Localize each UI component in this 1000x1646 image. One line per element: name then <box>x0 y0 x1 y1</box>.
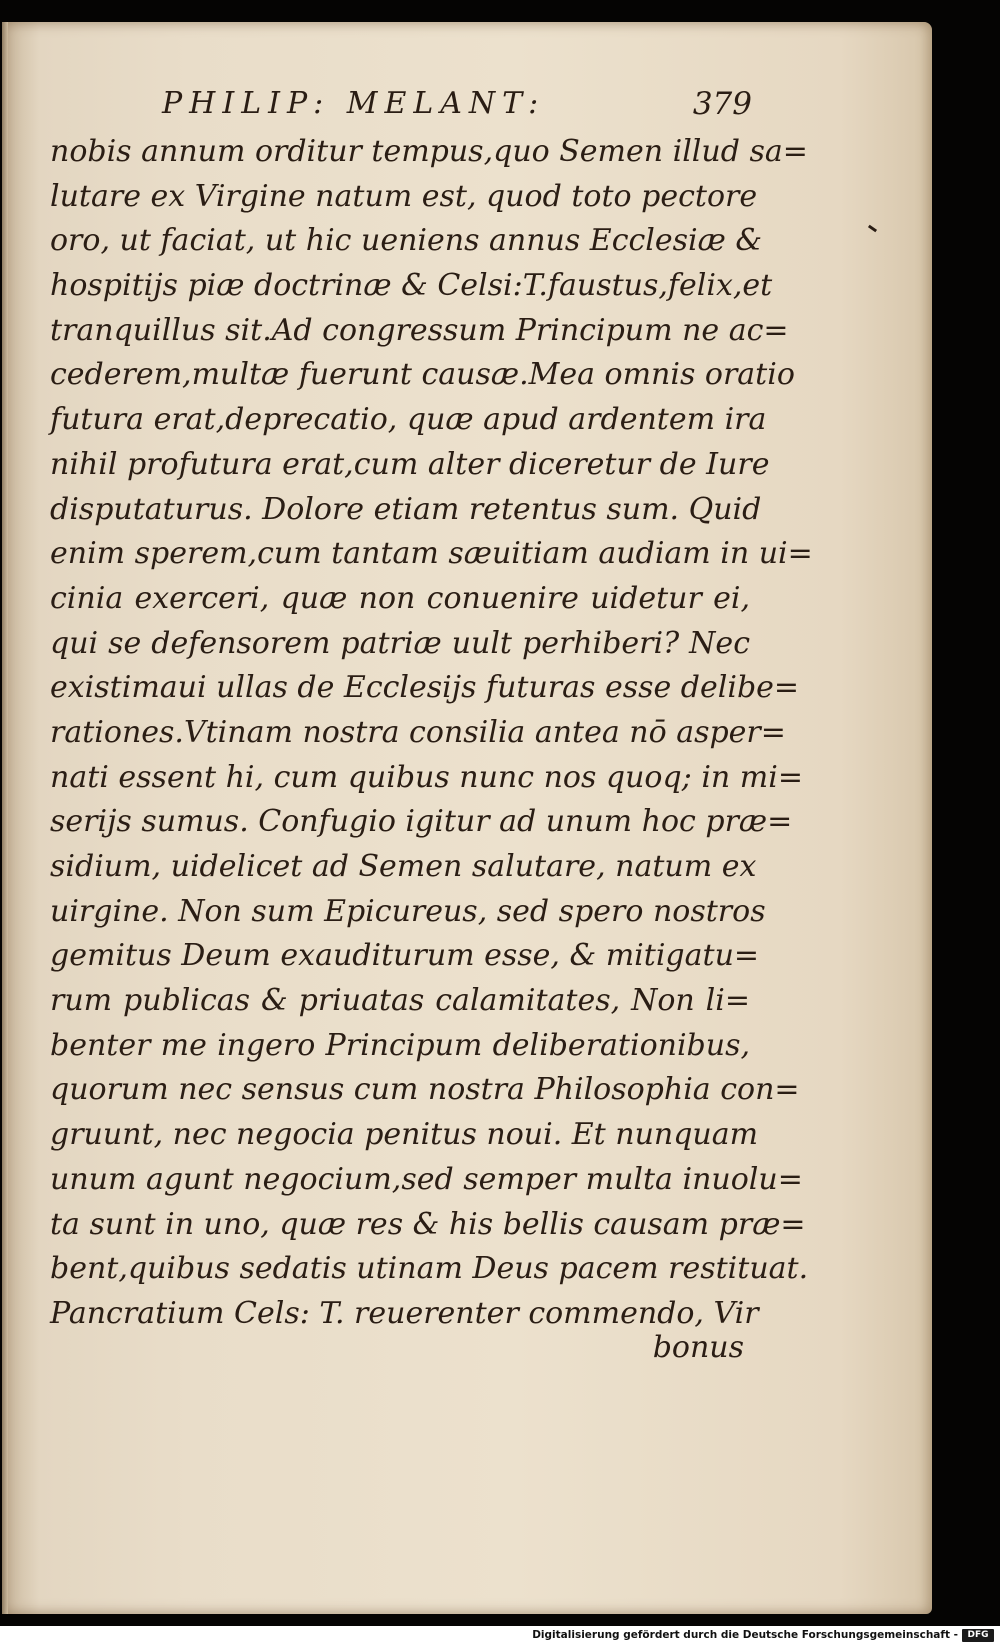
text-line: quorum nec sensus cum nostra Philosophia con= <box>50 1072 800 1108</box>
text-line: rum publicas & priuatas calamitates, Non li= <box>50 983 750 1019</box>
running-head-title: PHILIP: MELANT: <box>162 86 546 121</box>
dfg-logo-icon: DFG <box>962 1629 994 1642</box>
text-line: futura erat,deprecatio, quæ apud ardentem ira <box>50 402 767 438</box>
body-text <box>50 130 813 1337</box>
text-line: hospitijs piæ doctrinæ & Celsi:T.faustus,felix,et <box>50 268 773 304</box>
text-line: unum agunt negocium,sed semper multa inuolu= <box>50 1161 803 1197</box>
text-line: bent,quibus sedatis utinam Deus pacem restituat. <box>50 1251 809 1287</box>
text-line: ta sunt in uno, quæ res & his bellis causam præ= <box>50 1206 806 1242</box>
text-line: sidium, uidelicet ad Semen salutare, natum ex <box>50 849 757 884</box>
text-line: nobis annum orditur tempus,quo Semen illud sa= <box>50 134 808 169</box>
running-head <box>162 86 752 136</box>
text-line: cinia exerceri, quæ non conuenire uidetur ei, <box>50 580 750 616</box>
text-line: benter me ingero Principum deliberationibus, <box>50 1027 750 1063</box>
text-line: enim sperem,cum tantam sæuitiam audiam in ui= <box>50 536 813 572</box>
text-line: nati essent hi, cum quibus nunc nos quoq; in mi= <box>50 759 803 795</box>
text-line: lutare ex Virgine natum est, quod toto pectore <box>50 178 758 214</box>
text-line: oro, ut faciat, ut hic ueniens annus Ecclesiæ & <box>50 223 763 259</box>
footer-bar <box>0 1626 1000 1646</box>
text-line: disputaturus. Dolore etiam retentus sum. Quid <box>50 491 762 527</box>
catchword: bonus <box>652 1330 744 1365</box>
text-line: gruunt, nec negocia penitus noui. Et nunquam <box>50 1117 759 1153</box>
page-number: 379 <box>692 86 752 122</box>
text-line: tranquillus sit.Ad congressum Principum ne ac= <box>50 312 789 348</box>
page-gutter-edge <box>2 22 8 1614</box>
text-line: serijs sumus. Confugio igitur ad unum hoc præ= <box>50 804 793 840</box>
text-line: rationes.Vtinam nostra consilia antea nō asper= <box>50 714 786 750</box>
text-line: uirgine. Non sum Epicureus, sed spero nostros <box>50 893 766 929</box>
text-line: nihil profutura erat,cum alter diceretur de Iure <box>50 446 770 482</box>
text-line: qui se defensorem patriæ uult perhiberi? Nec <box>50 625 750 661</box>
text-line: existimaui ullas de Ecclesijs futuras esse delibe= <box>50 670 800 706</box>
text-line: gemitus Deum exauditurum esse, & mitigatu= <box>50 938 760 974</box>
text-line: cederem,multæ fuerunt causæ.Mea omnis oratio <box>50 357 795 393</box>
funding-credit: Digitalisierung gefördert durch die Deutsche Forschungsgemeinschaft - <box>532 1629 958 1641</box>
text-line: Pancratium Cels: T. reuerenter commendo, Vir <box>50 1295 759 1331</box>
